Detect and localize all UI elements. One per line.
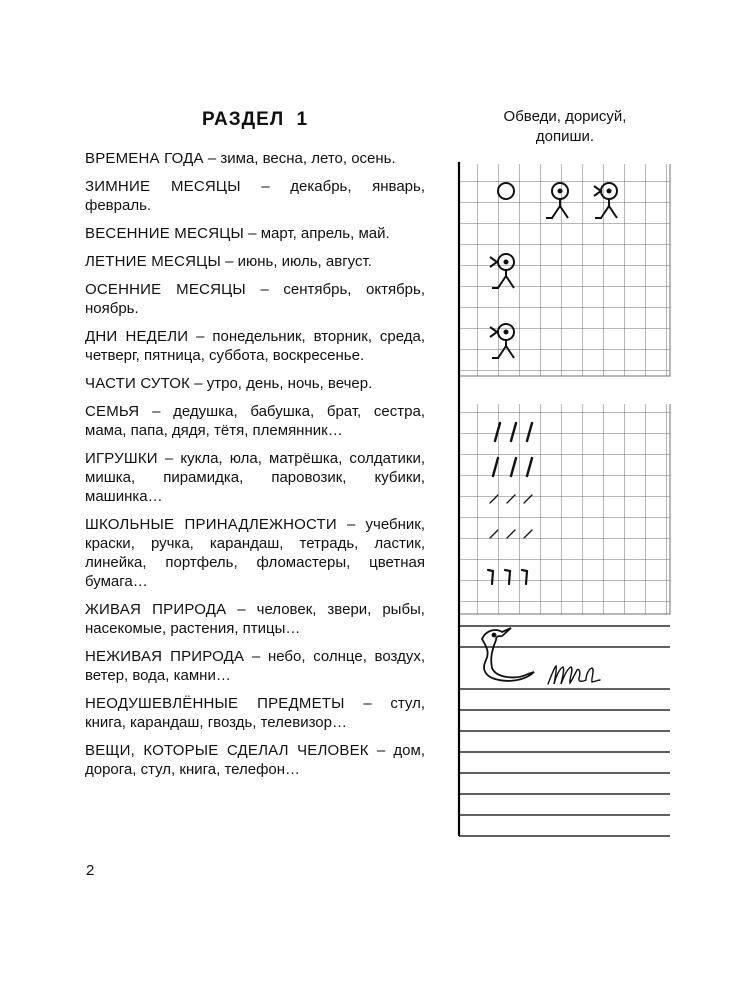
entry-spring-months: [85, 224, 425, 243]
entry-text: – кукла, юла, матрёшка, солдатики, мишка, пирамидка, паровозик, кубики, машинка…: [85, 450, 425, 505]
entry-inanimate-objects: [85, 694, 425, 732]
entry-text: – декабрь, январь, февраль.: [85, 178, 426, 214]
entry-text: – дом, дорога, стул, книга, телефон…: [85, 742, 425, 778]
practice-workarea[interactable]: [456, 160, 676, 840]
entry-toys: [85, 449, 425, 506]
entry-key: НЕЖИВАЯ ПРИРОДА: [85, 648, 245, 665]
entry-text: – стул, книга, карандаш, гвоздь, телевизор…: [85, 695, 425, 731]
entry-text: – сентябрь, октябрь, ноябрь.: [85, 281, 425, 317]
entry-text: – март, апрель, май.: [244, 225, 390, 242]
entry-living-nature: [85, 600, 425, 638]
entry-text: – зима, весна, лето, осень.: [203, 150, 396, 167]
entry-key: ДНИ НЕДЕЛИ: [85, 328, 189, 345]
entry-autumn-months: [85, 280, 425, 318]
entry-key: ВЕЩИ, КОТОРЫЕ СДЕЛАЛ ЧЕЛОВЕК: [85, 742, 369, 759]
vocabulary-list: [85, 149, 425, 788]
entry-nonliving-nature: [85, 647, 425, 685]
entry-key: ВРЕМЕНА ГОДА: [85, 150, 204, 167]
entry-key: СЕМЬЯ: [85, 403, 140, 420]
entry-key: ОСЕННИЕ МЕСЯЦЫ: [85, 281, 246, 298]
cursive-sample: [548, 666, 600, 684]
entry-weekdays: [85, 327, 425, 365]
instruction-line-2: допиши.: [535, 128, 595, 145]
entry-key: НЕОДУШЕВЛЁННЫЕ ПРЕДМЕТЫ: [85, 695, 345, 712]
entry-text: – человек, звери, рыбы, насекомые, растения, птицы…: [85, 601, 425, 637]
entry-key: ЧАСТИ СУТОК: [85, 375, 191, 392]
entry-summer-months: [85, 252, 425, 271]
entry-times-of-day: [85, 374, 425, 393]
section-title: РАЗДЕЛ 1: [202, 109, 309, 130]
entry-key: ВЕСЕННИЕ МЕСЯЦЫ: [85, 225, 245, 242]
page-number: 2: [86, 862, 95, 879]
entry-key: ЖИВАЯ ПРИРОДА: [85, 601, 227, 618]
entry-key: ЛЕТНИЕ МЕСЯЦЫ: [85, 253, 221, 270]
instruction-text: [470, 107, 660, 147]
entry-text: – небо, солнце, воздух, ветер, вода, камни…: [85, 648, 425, 684]
entry-text: – понедельник, вторник, среда, четверг, пятница, суббота, воскресенье.: [85, 328, 425, 364]
entry-key: ШКОЛЬНЫЕ ПРИНАДЛЕЖНОСТИ: [85, 516, 337, 533]
entry-text: – утро, день, ночь, вечер.: [190, 375, 373, 392]
instruction-line-1: Обведи, дорисуй,: [503, 108, 627, 125]
entry-man-made-things: [85, 741, 425, 779]
entry-text: – учебник, краски, ручка, карандаш, тетрадь, ластик, линейка, портфель, фломастеры, цветная бумага…: [85, 516, 425, 590]
entry-winter-months: [85, 177, 425, 215]
entry-seasons: [85, 149, 425, 168]
entry-family: [85, 402, 425, 440]
entry-key: ИГРУШКИ: [85, 450, 158, 467]
entry-key: ЗИМНИЕ МЕСЯЦЫ: [85, 178, 241, 195]
entry-text: – дедушка, бабушка, брат, сестра, мама, папа, дядя, тётя, племянник…: [85, 403, 425, 439]
grid-figures[interactable]: [460, 164, 670, 376]
entry-school-supplies: [85, 515, 425, 591]
entry-text: – июнь, июль, август.: [220, 253, 372, 270]
swan-icon: [482, 628, 534, 681]
